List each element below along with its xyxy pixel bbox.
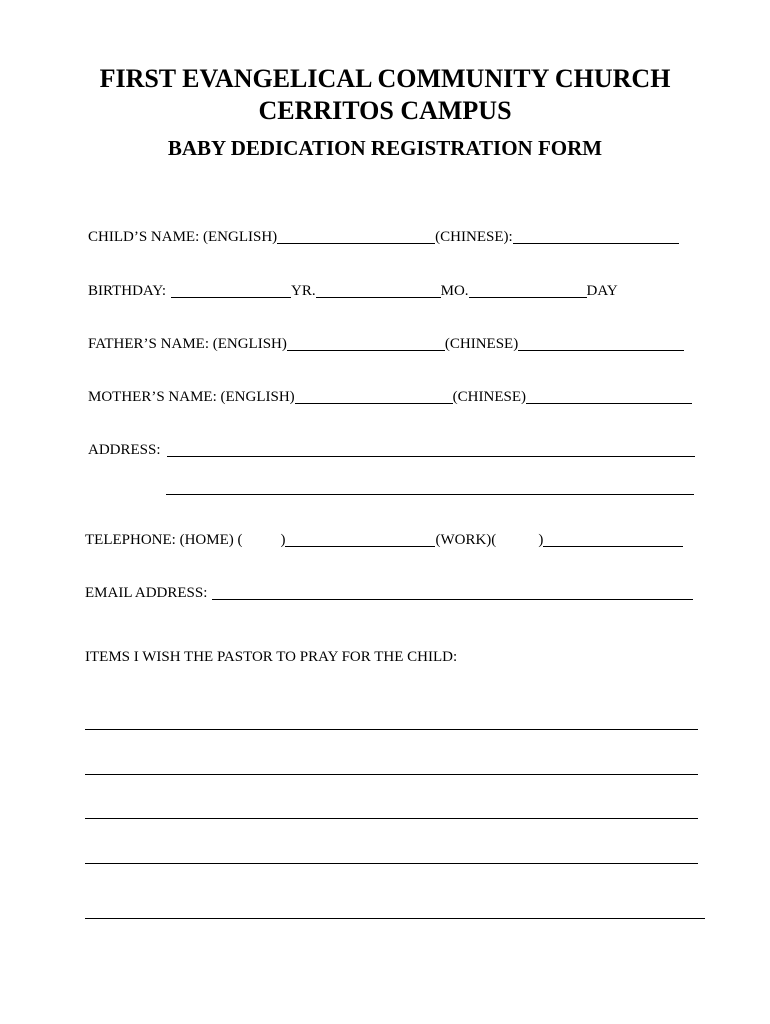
email-field[interactable]	[212, 584, 693, 600]
prayer-line-5[interactable]	[85, 918, 705, 919]
birthday-day-field[interactable]	[469, 282, 587, 298]
father-chinese-label: (CHINESE)	[444, 336, 519, 352]
prayer-line-3[interactable]	[85, 818, 698, 819]
form-title: BABY DEDICATION REGISTRATION FORM	[167, 136, 603, 160]
church-name: FIRST EVANGELICAL COMMUNITY CHURCH	[99, 64, 671, 93]
prayer-line-2[interactable]	[85, 774, 698, 775]
year-label: YR.	[291, 283, 316, 299]
child-name-label: CHILD’S NAME: (ENGLISH)	[88, 229, 278, 245]
father-english-name-field[interactable]	[287, 335, 445, 351]
work-phone-field[interactable]	[543, 531, 683, 547]
campus-name: CERRITOS CAMPUS	[258, 96, 512, 125]
work-area-close: )	[538, 532, 544, 548]
birthday-row	[88, 282, 618, 300]
month-label: MO.	[440, 283, 469, 299]
mother-chinese-label: (CHINESE)	[452, 389, 526, 405]
address-line-2-field[interactable]	[166, 494, 694, 495]
email-label: EMAIL ADDRESS:	[85, 585, 208, 601]
mother-english-name-field[interactable]	[295, 388, 453, 404]
birthday-year-field[interactable]	[171, 282, 291, 298]
child-english-name-field[interactable]	[277, 228, 435, 244]
telephone-home-label: TELEPHONE: (HOME) (	[85, 532, 243, 548]
birthday-month-field[interactable]	[316, 282, 441, 298]
mother-name-label: MOTHER’S NAME: (ENGLISH)	[88, 389, 295, 405]
telephone-work-label: (WORK)(	[435, 532, 497, 548]
prayer-items-label-text: ITEMS I WISH THE PASTOR TO PRAY FOR THE CHILD:	[85, 649, 458, 665]
child-chinese-name-field[interactable]	[513, 228, 679, 244]
mother-name-row	[88, 388, 692, 406]
day-label: DAY	[586, 283, 618, 299]
mother-chinese-name-field[interactable]	[526, 388, 692, 404]
birthday-label: BIRTHDAY:	[88, 283, 167, 299]
father-name-row	[88, 335, 684, 353]
prayer-line-4[interactable]	[85, 863, 698, 864]
home-area-close: )	[280, 532, 286, 548]
father-chinese-name-field[interactable]	[518, 335, 684, 351]
father-name-label: FATHER’S NAME: (ENGLISH)	[88, 336, 287, 352]
child-chinese-label: (CHINESE):	[435, 229, 513, 245]
child-name-row	[88, 228, 679, 246]
address-line-1-field[interactable]	[167, 441, 695, 457]
prayer-items-label	[85, 648, 457, 666]
prayer-line-1[interactable]	[85, 729, 698, 730]
address-row	[88, 441, 695, 459]
home-phone-field[interactable]	[285, 531, 435, 547]
email-row	[85, 584, 693, 602]
telephone-row	[85, 531, 683, 549]
address-label: ADDRESS:	[88, 442, 161, 458]
